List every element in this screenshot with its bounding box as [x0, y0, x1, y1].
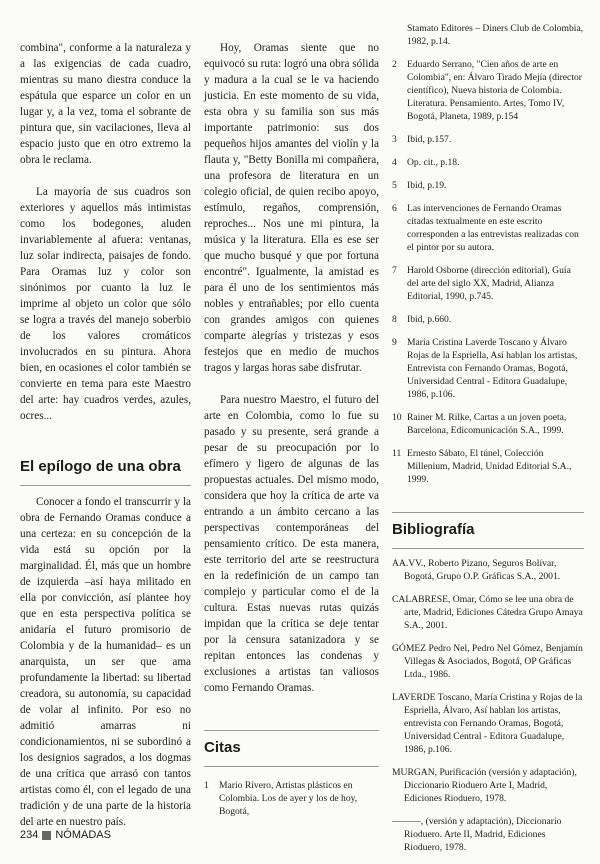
note-number: 7 — [392, 265, 397, 276]
body-paragraph: Conocer a fondo el transcurrir y la obra de Fernando Oramas conduce a una certeza: en su concepción de la vida está su opción por la marginalidad. Él, más que un hombre de izquierda –así haya militado en ella por convicción, así plantee hoy que en esta perspectiva política se anidaría el futuro promisorio de Colombia y de la humanidad– es un anarquista, un ser que ama profundamente la libertad: su libertad creadora, su autonomía, su capacidad de volar al infinito. Por eso no admitió amarras ni condicionamientos, ni se subordinó a los designios sagrados, a los dogmas de una crítica que arrasó con tantos artistas como él, con el legado de una tradición y de una parte de la historia del arte en nuestro país. — [20, 496, 191, 828]
note-text: Harold Osborne (dirección editorial), Guía del arte del siglo XX, Madrid, Alianza Editorial, 1990, p.745. — [407, 265, 571, 302]
note-number: 2 — [392, 59, 397, 70]
note-item — [392, 133, 584, 146]
note-item — [392, 336, 584, 401]
note-item — [392, 411, 584, 437]
section-divider — [204, 730, 379, 731]
note-text: Stamato Editores – Diners Club de Colombia, 1982, p.14. — [407, 23, 584, 47]
note-number: 4 — [392, 157, 397, 168]
journal-name: NÓMADAS — [55, 829, 111, 841]
note-number: 11 — [392, 448, 402, 459]
column-2 — [204, 40, 379, 828]
body-paragraph: combina", conforme a la naturaleza y a las exigencias de cada cuadro, mientras su mano diestra conduce la espátula que esparce un color en un lugar y, a la vez, toma el sobrante de pintura que, sin vacilaciones, lleva al espacio justo que en otro extremo la obra le reclama. — [20, 42, 191, 166]
section-title-epilogo: El epílogo de una obra — [20, 458, 181, 475]
square-bullet-icon — [42, 831, 51, 840]
bibliography-entry: GÓMEZ Pedro Nel, Pedro Nel Gómez, Benjamín Villegas & Asociados, Bogotá, OP Gráficas Ltda., 1986. — [392, 643, 583, 680]
note-number: 5 — [392, 180, 397, 191]
section-title-bibliografia: Bibliografía — [392, 521, 475, 538]
note-number: 6 — [392, 203, 397, 214]
note-number: 8 — [392, 314, 397, 325]
note-item — [392, 447, 584, 486]
note-item — [392, 264, 584, 303]
column-3 — [392, 22, 584, 864]
note-text: Ibid, p.157. — [407, 134, 452, 145]
note-item — [392, 179, 584, 192]
note-item — [392, 58, 584, 123]
note-item — [392, 156, 584, 169]
note-item — [392, 202, 584, 254]
note-number: 3 — [392, 134, 397, 145]
bibliography-entry: MURGAN, Purificación (versión y adaptación), Diccionario Rioduero Arte I, Madrid, Ediciones Rioduero, 1978. — [392, 767, 577, 804]
bibliography-entry: LAVERDE Toscano, María Cristina y Rojas de la Espriella, Álvaro, Así hablan los artistas, entrevista con Fernando Oramas, Bogotá, Universidad Central - Editora Guadalupe, 1986, p.106. — [392, 692, 583, 755]
note-number: 10 — [392, 412, 402, 423]
notes-list — [392, 22, 584, 486]
section-divider — [20, 485, 191, 486]
note-text: Rainer M. Rilke, Cartas a un joven poeta, Barcelona, Edicomunicación S.A., 1999. — [407, 412, 567, 436]
bibliography-list — [392, 557, 584, 854]
section-title-citas: Citas — [204, 739, 241, 756]
note-text: Las intervenciones de Fernando Oramas citadas textualmente en este escrito corresponden a las entrevistas realizadas con el pintor por su autora. — [407, 203, 579, 253]
body-paragraph: Para nuestro Maestro, el futuro del arte en Colombia, como lo fue su pasado y su presente, será grande a pesar de su preocupación por lo efímero y ligero de algunas de las propuestas actuales. Del mismo modo, considera que hoy la crítica de arte va entrando a un ámbito cercano a las perspectivas contemporáneas del pensamiento crítico. De esta manera, este territorio del arte se reestructura en la redefinición de un campo tan complejo y particular como el de la cultura. Estas nuevas rutas quizás impidan que la crítica se deje tentar por la censura satanizadora y se repitan entonces las condenas y exclusiones a artistas tan valiosos como Fernando Oramas. — [204, 394, 379, 694]
body-paragraph: La mayoría de sus cuadros son exteriores y aquellos más intimistas como los bodegones, aluden invariablemente al afuera: ventanas, luz solar indirecta, paisajes de fondo. Para Oramas luz y color son sinónimos por cuanto la luz le imprime al objeto un color que sólo se logra a través del manejo soberbio de los valores cromáticos involucrados en su pintura. Ahora bien, en ocasiones el color también se convierte en tema para este Maestro del arte: hay cuadros verdes, azules, ocres... — [20, 186, 191, 422]
page-footer — [20, 829, 111, 841]
note-text: Op. cit., p.18. — [407, 157, 460, 168]
body-paragraph: Hoy, Oramas siente que no equivocó su ruta: logró una obra sólida y madura a la cual se le va haciendo justicia. En este momento de su vida, esta obra y su familia son sus más importante patrimonio: sus dos pequeños hijos amantes del violín y la flauta y, "Betty Bonilla mi compañera, una profesora de literatura en un colegio oficial, de quien recibo apoyo, estímulo, regaños, comprensión, reproches... Nos une mi pintura, la música y la literatura. Ella es ese ser que mucho busqué y que por fortuna encontré". Igualmente, la amistad es para él uno de los sentimientos más nobles y entrañables; por ello cuenta con grandes amigos con quienes comparte alegrías y tristezas y esos festejos que en medio de muchos tragos y largas horas sabe disfrutar. — [204, 42, 379, 374]
bibliography-entry: ———, (versión y adaptación), Diccionario Rioduero. Arte II, Madrid, Ediciones Rioduero, 1978. — [392, 816, 562, 853]
column-1 — [20, 40, 191, 846]
bibliography-entry: CALABRESE, Omar, Cómo se lee una obra de arte, Madrid, Ediciones Cátedra Grupo Amaya S.A., 2001. — [392, 594, 583, 631]
note-text: Mario Rivero, Artistas plásticos en Colombia. Los de ayer y los de hoy, Bogotá, — [219, 780, 358, 817]
note-number: 1 — [204, 780, 209, 791]
section-divider — [392, 512, 584, 513]
note-item — [392, 22, 584, 48]
note-text: Ibid, p.19. — [407, 180, 447, 191]
section-divider — [204, 766, 379, 767]
note-item — [392, 313, 584, 326]
note-text: Eduardo Serrano, "Cien años de arte en Colombia", en: Álvaro Tirado Mejía (director científico), Nueva historia de Colombia. Literatura. Pensamiento. Artes, Tomo IV, Bogotá, Planeta, 1989, p.154 — [407, 59, 582, 122]
section-divider — [392, 548, 584, 549]
bibliography-entry: AA.VV., Roberto Pizano, Seguros Bolívar, Bogotá, Grupo O.P. Gráficas S.A., 2001. — [392, 558, 561, 582]
note-text: Ernesto Sábato, El túnel, Colección Millenium, Madrid, Unidad Editorial S.A., 1999. — [407, 448, 572, 485]
note-number — [392, 22, 407, 48]
page-number: 234 — [20, 829, 39, 841]
note-number: 9 — [392, 337, 397, 348]
note-text: María Cristina Laverde Toscano y Álvaro Rojas de la Espriella, Así hablan los artistas, Entrevista con Fernando Oramas, Bogotá, Universidad Central - Editora Guadalupe, 1986, p.106. — [407, 337, 578, 400]
note-text: Ibid, p.660. — [407, 314, 452, 325]
note-item — [204, 779, 379, 818]
